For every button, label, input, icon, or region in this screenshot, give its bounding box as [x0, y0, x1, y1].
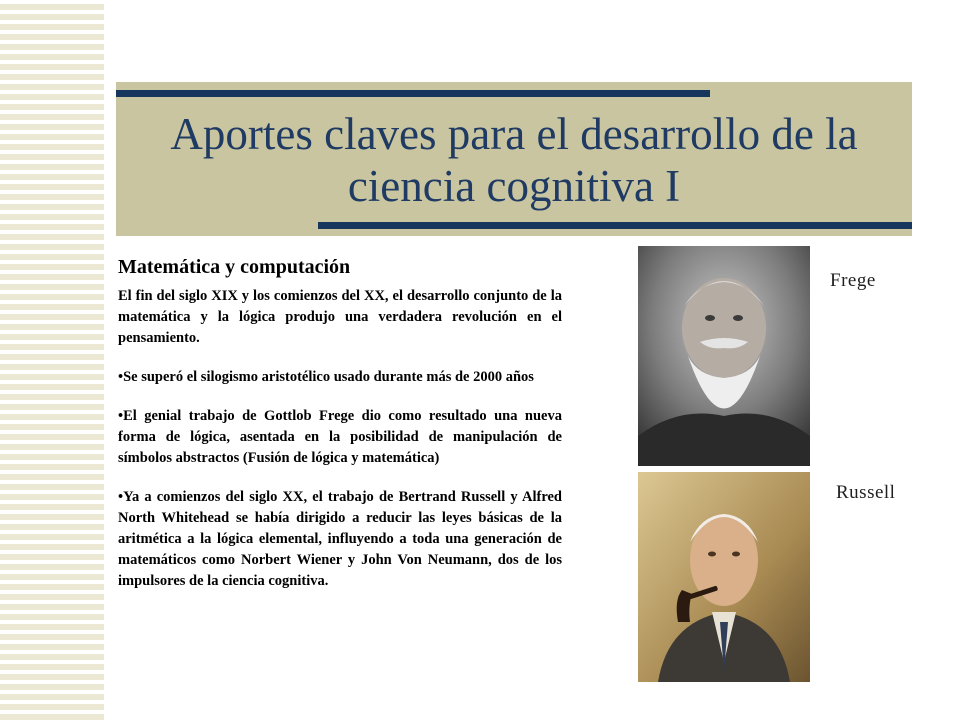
russell-portrait	[638, 472, 810, 682]
russell-caption: Russell	[836, 482, 896, 503]
bullet-silogismo: •Se superó el silogismo aristotélico usado durante más de 2000 años	[118, 369, 534, 385]
frege-portrait-drawing	[638, 246, 810, 466]
frege-portrait	[638, 246, 810, 466]
slide-title: Aportes claves para el desarrollo de la ciencia cognitiva I	[170, 109, 858, 211]
title-accent-line-top	[116, 90, 710, 97]
section-subtitle: Matemática y computación	[118, 256, 351, 278]
title-accent-line-bottom	[318, 222, 912, 229]
russell-portrait-drawing	[638, 472, 810, 682]
left-stripe-decoration	[0, 0, 104, 720]
bullet-russell: •Ya a comienzos del siglo XX, el trabajo de Bertrand Russell y Alfred North Whitehead se había dirigido a reducir las leyes básicas de la aritmética a la lógica elemental, influyendo a toda una generación de matemáticos como Norbert Wiener y John Von Neumann, dos de los impulsores de la ciencia cognitiva.	[118, 489, 562, 589]
bullet-frege: •El genial trabajo de Gottlob Frege dio como resultado una nueva forma de lógica, asentada en la posibilidad de manipulación de símbolos abstractos (Fusión de lógica y matemática)	[118, 408, 562, 466]
paragraph-intro: El fin del siglo XIX y los comienzos del XX, el desarrollo conjunto de la matemática y la lógica produjo una verdadera revolución en el pensamiento.	[118, 288, 562, 346]
frege-caption: Frege	[830, 270, 876, 291]
content-area	[118, 254, 562, 610]
